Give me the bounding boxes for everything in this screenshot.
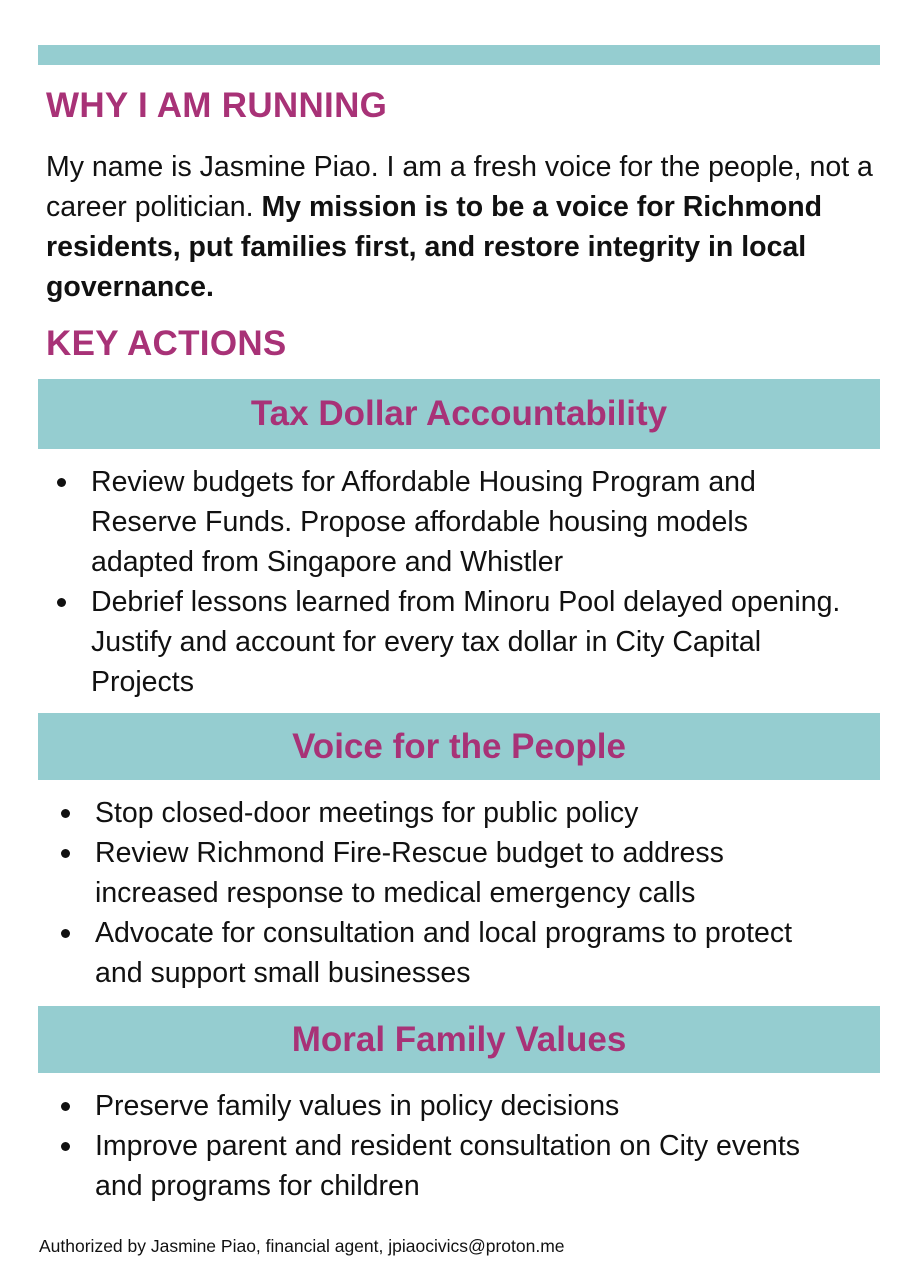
section-title: Voice for the People — [292, 726, 626, 766]
intro-paragraph — [46, 147, 876, 307]
list-item: Review Richmond Fire-Rescue budget to address increased response to medical emergency calls — [57, 833, 847, 913]
list-item: Advocate for consultation and local programs to protect and support small businesses — [57, 913, 847, 993]
top-accent-bar — [38, 45, 880, 65]
authorization-footer: Authorized by Jasmine Piao, financial agent, jpiaocivics@proton.me — [39, 1236, 565, 1256]
list-item: Stop closed-door meetings for public policy — [57, 793, 847, 833]
section-header-voice-for-people — [38, 713, 880, 780]
moral-family-values-list — [57, 1086, 847, 1206]
section-header-moral-family-values — [38, 1006, 880, 1073]
list-item: Debrief lessons learned from Minoru Pool delayed opening. Justify and account for every tax dollar in City Capital Projects — [53, 582, 843, 702]
voice-for-people-list — [57, 793, 847, 993]
intro-text: My name is Jasmine Piao. I am a fresh voice for the people, not a career politician. — [46, 151, 873, 223]
key-actions-heading: KEY ACTIONS — [46, 324, 287, 363]
list-item: Improve parent and resident consultation on City events and programs for children — [57, 1126, 847, 1206]
why-i-am-running-heading: WHY I AM RUNNING — [46, 86, 388, 125]
tax-dollar-list — [53, 462, 843, 702]
section-title: Moral Family Values — [291, 1019, 627, 1059]
section-header-tax-dollar — [38, 379, 880, 449]
mission-statement: My mission is to be a voice for Richmond residents, put families first, and restore integrity in local governance. — [46, 191, 823, 303]
list-item: Preserve family values in policy decisions — [57, 1086, 847, 1126]
section-title: Tax Dollar Accountability — [250, 394, 668, 433]
list-item: Review budgets for Affordable Housing Program and Reserve Funds. Propose affordable housing models adapted from Singapore and Whistler — [53, 462, 843, 582]
